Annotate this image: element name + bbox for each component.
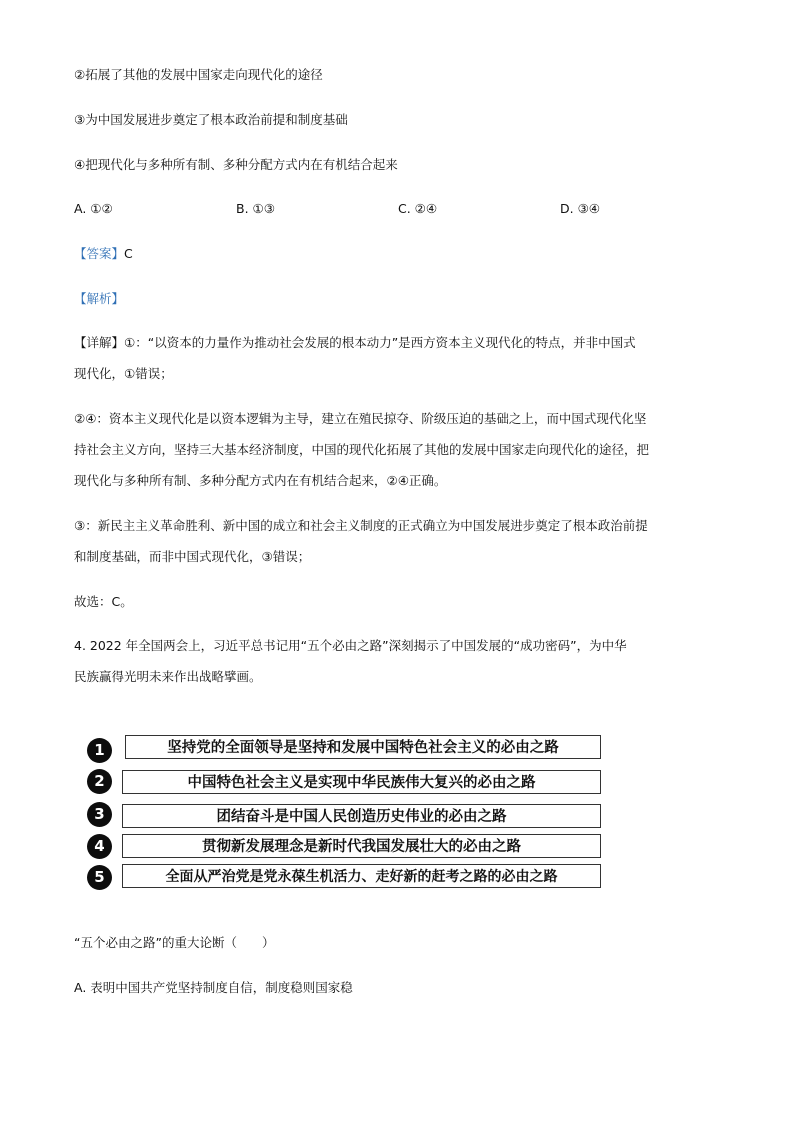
detail-p2-line1: ②④：资本主义现代化是以资本逻辑为主导，建立在殖民掠夺、阶级压迫的基础之上，而中国式现代化坚 [74, 411, 647, 426]
option-line-3: ③为中国发展进步奠定了根本政治前提和制度基础 [74, 112, 348, 127]
option-c: C. ②④ [398, 201, 438, 216]
option-b: B. ①③ [236, 201, 275, 216]
figure-number-3: 3 [87, 802, 112, 827]
detail-p1-line1 [74, 334, 636, 352]
answer-line [74, 245, 133, 263]
option-d: D. ③④ [560, 201, 600, 216]
question4-line2: 民族赢得光明未来作出战略擘画。 [74, 669, 262, 684]
analysis-label: 【解析】 [74, 291, 125, 306]
detail-p3-line2: 和制度基础，而非中国式现代化，③错误； [74, 549, 311, 564]
answer-label: 【答案】 [74, 246, 125, 261]
question4-option-a: A. 表明中国共产党坚持制度自信，制度稳则国家稳 [74, 980, 353, 995]
option-a: A. ①② [74, 201, 113, 216]
option-line-2: ②拓展了其他的发展中国家走向现代化的途径 [74, 67, 323, 82]
detail-p1-line2: 现代化，①错误； [74, 366, 173, 381]
detail-p2-line2: 持社会主义方向，坚持三大基本经济制度，中国的现代化拓展了其他的发展中国家走向现代化的途径，把 [74, 442, 650, 457]
figure-item-4: 贯彻新发展理念是新时代我国发展壮大的必由之路 [122, 834, 601, 858]
figure-number-5: 5 [87, 865, 112, 890]
answer-value: C [124, 246, 133, 261]
figure-item-1: 坚持党的全面领导是坚持和发展中国特色社会主义的必由之路 [125, 735, 601, 759]
figure-item-3: 团结奋斗是中国人民创造历史伟业的必由之路 [122, 804, 601, 828]
detail-label: 【详解】 [74, 335, 125, 350]
figure-number-4: 4 [87, 834, 112, 859]
figure-item-5: 全面从严治党是党永葆生机活力、走好新的赶考之路的必由之路 [122, 864, 601, 888]
figure-number-2: 2 [87, 769, 112, 794]
question4-stem: “五个必由之路”的重大论断（ ） [74, 935, 275, 950]
figure-item-2: 中国特色社会主义是实现中华民族伟大复兴的必由之路 [122, 770, 601, 794]
figure-number-1: 1 [87, 738, 112, 763]
detail-p2-line3: 现代化与多种所有制、多种分配方式内在有机结合起来，②④正确。 [74, 473, 447, 488]
detail-conclusion: 故选：C。 [74, 594, 133, 609]
detail-p1a: ①：“以资本的力量作为推动社会发展的根本动力”是西方资本主义现代化的特点，并非中国式 [124, 335, 636, 350]
detail-p3-line1: ③：新民主主义革命胜利、新中国的成立和社会主义制度的正式确立为中国发展进步奠定了根本政治前提 [74, 518, 648, 533]
question4-line1: 4. 2022 年全国两会上，习近平总书记用“五个必由之路”深刻揭示了中国发展的“成功密码”，为中华 [74, 638, 627, 653]
option-line-4: ④把现代化与多种所有制、多种分配方式内在有机结合起来 [74, 157, 398, 172]
